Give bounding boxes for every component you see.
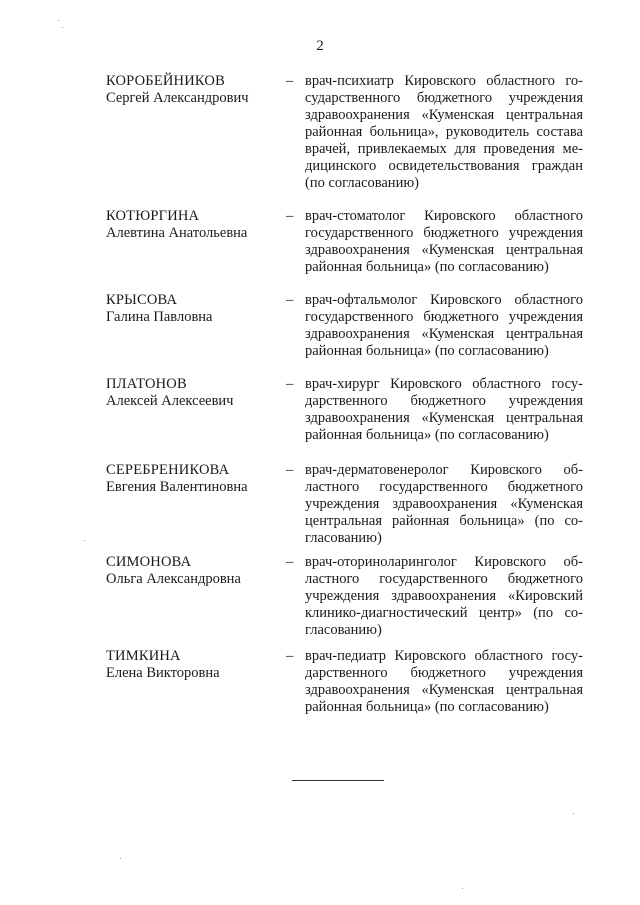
member-role: врач-педиатр Кировского областного государственного бюджетного учреждения здравоохранения «Куменская центральная районная больница» (по согласованию) xyxy=(305,648,583,715)
member-role: врач-оториноларинголог Кировского областного государственного бюджетного учреждения здравоохранения «Кировский клинико-диагностический центр» (по согласованию) xyxy=(305,554,583,638)
member-given-name: Елена Викторовна xyxy=(106,665,220,681)
member-surname: ТИМКИНА xyxy=(106,648,181,664)
member-entry xyxy=(0,292,640,366)
entry-dash: – xyxy=(286,462,294,478)
member-entry xyxy=(0,73,640,198)
member-name xyxy=(106,73,281,107)
member-surname: СИМОНОВА xyxy=(106,554,192,570)
member-role: врач-хирург Кировского областного государственного бюджетного учреждения здравоохранения «Куменская центральная районная больница» (по согласованию) xyxy=(305,376,583,443)
member-role: врач-дерматовенеролог Кировского областного государственного бюджетного учреждения здравоохранения «Куменская центральная районная больница» (по согласованию) xyxy=(305,462,583,546)
member-name xyxy=(106,208,281,242)
member-surname: КОТЮРГИНА xyxy=(106,208,200,224)
entry-dash: – xyxy=(286,292,294,308)
member-entry xyxy=(0,462,640,552)
member-given-name: Алексей Алексеевич xyxy=(106,393,234,409)
member-surname: ПЛАТОНОВ xyxy=(106,376,187,392)
scan-speck xyxy=(62,27,63,28)
member-entry xyxy=(0,554,640,644)
member-entry xyxy=(0,208,640,282)
member-surname: КРЫСОВА xyxy=(106,292,178,308)
member-entry xyxy=(0,648,640,722)
member-surname: КОРОБЕЙНИКОВ xyxy=(106,73,225,89)
page-number: 2 xyxy=(316,38,324,54)
member-role: врач-психиатр Кировского областного государственного бюджетного учреждения здравоохранения «Куменская центральная районная больница», руководитель состава врачей, привлекаемых для проведения медицинского освидетельствования граждан (по согласованию) xyxy=(305,73,583,191)
member-given-name: Галина Павловна xyxy=(106,309,213,325)
entry-dash: – xyxy=(286,648,294,664)
member-role: врач-стоматолог Кировского областного государственного бюджетного учреждения здравоохранения «Куменская центральная районная больница» (по согласованию) xyxy=(305,208,583,275)
member-surname: СЕРЕБРЕНИКОВА xyxy=(106,462,230,478)
member-name xyxy=(106,376,281,410)
member-entry xyxy=(0,376,640,450)
scan-speck xyxy=(58,20,59,21)
scan-speck xyxy=(573,813,574,814)
entry-dash: – xyxy=(286,376,294,392)
end-separator-line xyxy=(292,780,384,781)
commission-member-list xyxy=(0,73,640,715)
entry-dash: – xyxy=(286,554,294,570)
member-name xyxy=(106,554,281,588)
member-given-name: Евгения Валентиновна xyxy=(106,479,248,495)
member-given-name: Алевтина Анатольевна xyxy=(106,225,248,241)
scan-speck xyxy=(462,888,463,889)
member-name xyxy=(106,292,281,326)
entry-dash: – xyxy=(286,208,294,224)
scan-speck xyxy=(120,858,121,859)
member-given-name: Ольга Александровна xyxy=(106,571,241,587)
member-name xyxy=(106,462,281,496)
member-name xyxy=(106,648,281,682)
scan-speck xyxy=(84,540,85,541)
entry-dash: – xyxy=(286,73,294,89)
member-role: врач-офтальмолог Кировского областного государственного бюджетного учреждения здравоохранения «Куменская центральная районная больница» (по согласованию) xyxy=(305,292,583,359)
member-given-name: Сергей Александрович xyxy=(106,90,249,106)
